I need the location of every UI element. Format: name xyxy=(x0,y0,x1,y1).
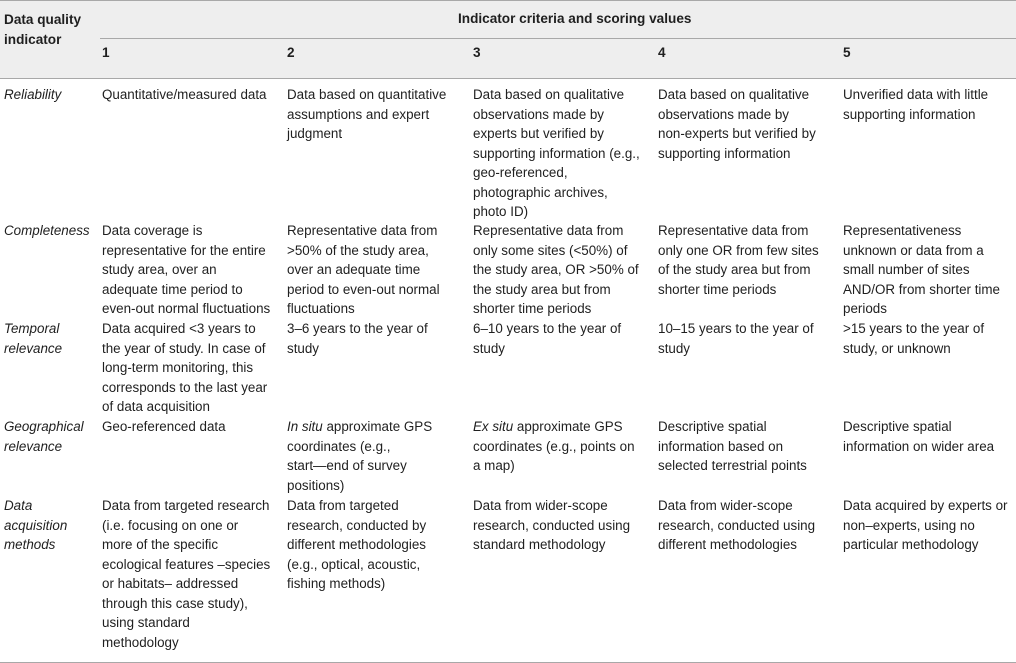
cell-line: the study area, OR >50% of xyxy=(473,262,639,277)
indicator-header-line: Data quality xyxy=(4,12,82,27)
cell-line: period to even-out normal xyxy=(287,281,440,297)
cell-line: small number of sites xyxy=(843,262,970,277)
score-1-cell xyxy=(102,85,267,105)
cell-line: geo-referenced, xyxy=(473,165,568,180)
cell-line: using standard xyxy=(102,615,190,630)
score-3-cell xyxy=(473,417,635,476)
cell-line: methodology xyxy=(102,634,179,650)
cell-line: non–experts, using no xyxy=(843,517,975,533)
indicator-cell xyxy=(4,85,61,105)
score-3-cell xyxy=(473,85,640,222)
cell-line: Representative data from xyxy=(287,223,438,238)
score-header-5: 5 xyxy=(843,45,851,60)
table-top-rule xyxy=(0,0,1016,1)
score-4-cell xyxy=(658,417,807,476)
cell-line: Data based on qualitative xyxy=(473,87,625,102)
score-2-cell xyxy=(287,221,440,319)
cell-line: study, or unknown xyxy=(843,340,951,356)
cell-line: shorter time periods xyxy=(473,301,592,316)
score-3-cell xyxy=(473,496,630,555)
cell-line: even-out normal fluctuations xyxy=(102,301,271,316)
cell-line: representative for the entire xyxy=(102,242,266,258)
score-header-2: 2 xyxy=(287,45,295,60)
cell-line: only some sites (<50%) of xyxy=(473,242,628,258)
cell-line: supporting information xyxy=(658,145,791,161)
cell-line: or habitats– addressed xyxy=(102,576,239,591)
indicator-line: Geographical xyxy=(4,419,84,434)
cell-line: (i.e. focusing on one or xyxy=(102,517,239,533)
cell-line: the year of study. In case of xyxy=(102,340,266,356)
cell-line: Representativeness xyxy=(843,223,962,238)
cell-line: ecological features –species xyxy=(102,556,271,572)
cell-line: In situ approximate GPS xyxy=(287,419,433,434)
italic-term: Ex situ xyxy=(473,419,514,434)
cell-line: Quantitative/measured data xyxy=(102,87,267,102)
indicator-line: Data xyxy=(4,498,33,513)
cell-line: experts but verified by xyxy=(473,126,604,141)
indicator-cell xyxy=(4,496,67,555)
cell-line: fishing methods) xyxy=(287,576,386,591)
score-1-cell xyxy=(102,319,267,417)
cell-line: Data based on quantitative xyxy=(287,87,447,102)
score-1-cell xyxy=(102,221,270,319)
cell-line: supporting information xyxy=(843,106,976,122)
score-4-cell xyxy=(658,221,819,299)
cell-line: photo ID) xyxy=(473,204,529,219)
indicator-line: Completeness xyxy=(4,223,90,238)
cell-line: information on wider area xyxy=(843,438,995,454)
cell-line: of data acquisition xyxy=(102,399,210,414)
cell-line: particular methodology xyxy=(843,537,979,552)
score-2-cell xyxy=(287,319,428,358)
cell-line: research, conducted using xyxy=(658,517,816,533)
cell-line: through this case study), xyxy=(102,595,248,611)
score-1-cell xyxy=(102,417,226,437)
cell-line: study xyxy=(287,340,320,356)
cell-line: fluctuations xyxy=(287,301,355,316)
cell-line: start—end of survey xyxy=(287,458,407,473)
cell-line: only one OR from few sites xyxy=(658,242,819,258)
cell-line: study xyxy=(473,340,506,356)
score-5-cell xyxy=(843,221,1000,319)
score-2-cell xyxy=(287,417,432,495)
cell-line: Ex situ approximate GPS xyxy=(473,419,623,434)
cell-line: research, conducted using xyxy=(473,517,631,533)
cell-line: supporting information (e.g., xyxy=(473,145,640,161)
cell-line: AND/OR from shorter time xyxy=(843,281,1000,297)
cell-line: more of the specific xyxy=(102,537,219,552)
cell-line: periods xyxy=(843,301,887,316)
score-1-cell xyxy=(102,496,270,652)
cell-line: Data from targeted xyxy=(287,498,399,513)
cell-line: assumptions and expert xyxy=(287,106,430,122)
cell-line: over an adequate time xyxy=(287,262,421,277)
criteria-title: Indicator criteria and scoring values xyxy=(458,11,692,26)
score-4-cell xyxy=(658,85,816,163)
score-header-3: 3 xyxy=(473,45,481,60)
cell-line: Data from wider-scope xyxy=(658,498,793,513)
cell-line: Geo-referenced data xyxy=(102,419,226,434)
cell-line: 3–6 years to the year of xyxy=(287,321,428,336)
cell-line: Representative data from xyxy=(473,223,624,238)
indicator-cell xyxy=(4,319,62,358)
cell-line: non-experts but verified by xyxy=(658,126,816,141)
indicator-line: acquisition xyxy=(4,517,68,533)
score-4-cell xyxy=(658,496,815,555)
cell-line: standard methodology xyxy=(473,537,606,552)
indicator-line: methods xyxy=(4,537,56,552)
cell-line: adequate time period to xyxy=(102,281,243,297)
cell-line: Data from targeted research xyxy=(102,498,270,513)
indicator-line: Temporal xyxy=(4,321,60,336)
cell-line: of the study area but from xyxy=(658,262,811,277)
indicator-header-line: indicator xyxy=(4,31,62,47)
cell-line: Data from wider-scope xyxy=(473,498,608,513)
score-5-cell xyxy=(843,417,994,456)
cell-line: judgment xyxy=(287,126,343,141)
score-3-cell xyxy=(473,319,621,358)
cell-line: >15 years to the year of xyxy=(843,321,985,336)
cell-line: Descriptive spatial xyxy=(658,419,767,434)
cell-line: different methodologies xyxy=(658,537,797,552)
cell-line: coordinates (e.g., xyxy=(287,438,391,454)
cell-line: the study area but from xyxy=(473,281,611,297)
cell-line: Data coverage is xyxy=(102,223,203,238)
cell-line: Descriptive spatial xyxy=(843,419,952,434)
cell-line: 6–10 years to the year of xyxy=(473,321,622,336)
score-2-cell xyxy=(287,496,426,594)
header-bottom-rule xyxy=(0,78,1016,79)
indicator-line: relevance xyxy=(4,340,63,356)
indicator-column-header xyxy=(4,10,81,49)
score-header-4: 4 xyxy=(658,45,666,60)
cell-line: coordinates (e.g., points on xyxy=(473,438,635,454)
cell-line: 10–15 years to the year of xyxy=(658,321,814,336)
indicator-line: Reliability xyxy=(4,87,62,102)
cell-line: >50% of the study area, xyxy=(287,242,429,258)
indicator-cell xyxy=(4,417,84,456)
cell-line: study area, over an xyxy=(102,262,217,277)
indicator-line: relevance xyxy=(4,438,63,454)
cell-line: Unverified data with little xyxy=(843,87,989,102)
score-3-cell xyxy=(473,221,639,319)
cell-line: (e.g., optical, acoustic, xyxy=(287,556,421,572)
cell-line: unknown or data from a xyxy=(843,242,984,258)
cell-line: photographic archives, xyxy=(473,184,608,200)
cell-line: corresponds to the last year xyxy=(102,379,268,395)
score-4-cell xyxy=(658,319,814,358)
cell-line: selected terrestrial points xyxy=(658,458,807,473)
italic-term: In situ xyxy=(287,419,323,434)
cell-line: observations made by xyxy=(473,106,605,122)
cell-line: observations made by xyxy=(658,106,790,122)
cell-line: different methodologies xyxy=(287,537,426,552)
cell-line: Data acquired by experts or xyxy=(843,498,1008,513)
indicator-cell xyxy=(4,221,90,241)
cell-line: research, conducted by xyxy=(287,517,427,533)
cell-line: Representative data from xyxy=(658,223,809,238)
cell-line: a map) xyxy=(473,458,515,473)
score-5-cell xyxy=(843,85,988,124)
cell-line: long-term monitoring, this xyxy=(102,360,254,375)
score-header-1: 1 xyxy=(102,45,110,60)
cell-line: Data based on qualitative xyxy=(658,87,810,102)
cell-line: information based on xyxy=(658,438,784,454)
cell-line: positions) xyxy=(287,477,345,493)
score-5-cell xyxy=(843,319,984,358)
cell-line: study xyxy=(658,340,691,356)
score-2-cell xyxy=(287,85,446,144)
score-5-cell xyxy=(843,496,1008,555)
cell-line: shorter time periods xyxy=(658,281,777,297)
cell-line: Data acquired <3 years to xyxy=(102,321,256,336)
header-sub-rule xyxy=(100,38,1016,39)
